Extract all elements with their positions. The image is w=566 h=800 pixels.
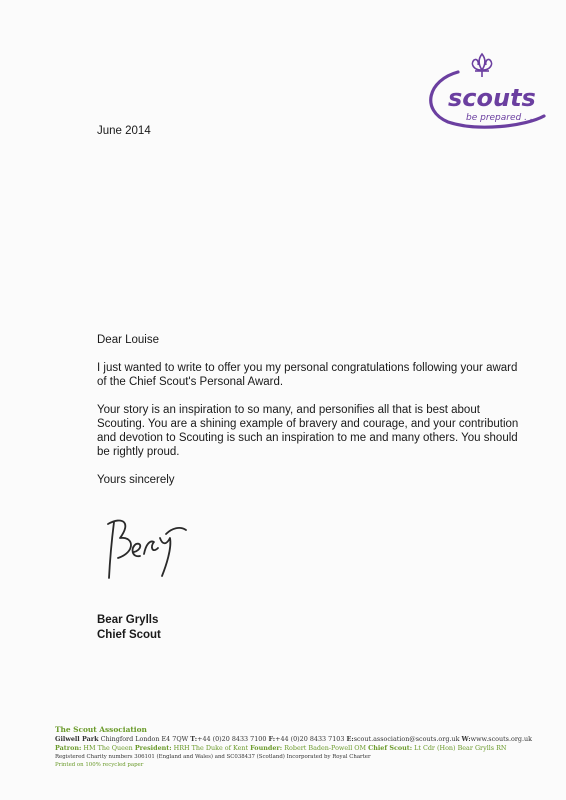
scouts-logo	[418, 50, 548, 132]
footer-email: scout.association@scouts.org.uk	[353, 735, 460, 743]
footer-chief-label: Chief Scout:	[368, 744, 413, 752]
footer-web: www.scouts.org.uk	[470, 735, 533, 743]
footer-patron: HM The Queen	[83, 744, 133, 752]
fleur-de-lis-icon	[472, 54, 491, 77]
letterhead-footer	[55, 724, 535, 769]
footer-officers-line	[55, 744, 535, 753]
footer-email-label: E:	[346, 735, 354, 743]
paragraph-congratulations: I just wanted to write to offer you my personal congratulations following your award of the Chief Scout's Personal Award.	[97, 362, 518, 388]
footer-contact-line	[55, 735, 535, 744]
footer-chief: Lt Cdr (Hon) Bear Grylls RN	[414, 744, 507, 752]
footer-charity-line: Registered Charity numbers 306101 (England and Wales) and SC038437 (Scotland) Incorporated by Royal Charter	[55, 754, 371, 760]
footer-tel-label: T:	[190, 735, 198, 743]
signatory	[97, 613, 161, 643]
footer-address-label: Gilwell Park	[55, 735, 99, 743]
logo-tagline: be prepared . . .	[466, 113, 539, 123]
signatory-title: Chief Scout	[97, 629, 161, 641]
scouts-logo-graphic	[418, 50, 548, 132]
logo-wordmark: scouts	[448, 84, 536, 112]
paragraph-inspiration: Your story is an inspiration to so many, and personifies all that is best about Scouting. You are a shining example of bravery and courage, and your contribution and devotion to Scouting is such an inspiration to me and many others. You should be rightly proud.	[97, 404, 519, 458]
handwritten-signature	[100, 508, 200, 588]
closing: Yours sincerely	[97, 474, 175, 486]
letter-body	[97, 333, 525, 501]
footer-president: HRH The Duke of Kent	[173, 744, 249, 752]
footer-president-label: President:	[134, 744, 172, 752]
footer-org-name: The Scout Association	[55, 725, 147, 734]
footer-founder: Robert Baden-Powell OM	[284, 744, 367, 752]
footer-tel: +44 (0)20 8433 7100	[197, 735, 267, 743]
footer-fax: +44 (0)20 8433 7103	[275, 735, 345, 743]
footer-patron-label: Patron:	[55, 744, 82, 752]
salutation: Dear Louise	[97, 334, 160, 346]
footer-founder-label: Founder:	[250, 744, 283, 752]
footer-printed-line: Printed on 100% recycled paper	[55, 762, 144, 768]
footer-address: Chingford London E4 7QW	[100, 735, 189, 743]
footer-web-label: W:	[461, 735, 471, 743]
signatory-name: Bear Grylls	[97, 614, 159, 626]
letter-date: June 2014	[97, 125, 151, 137]
footer-fax-label: F:	[268, 735, 276, 743]
